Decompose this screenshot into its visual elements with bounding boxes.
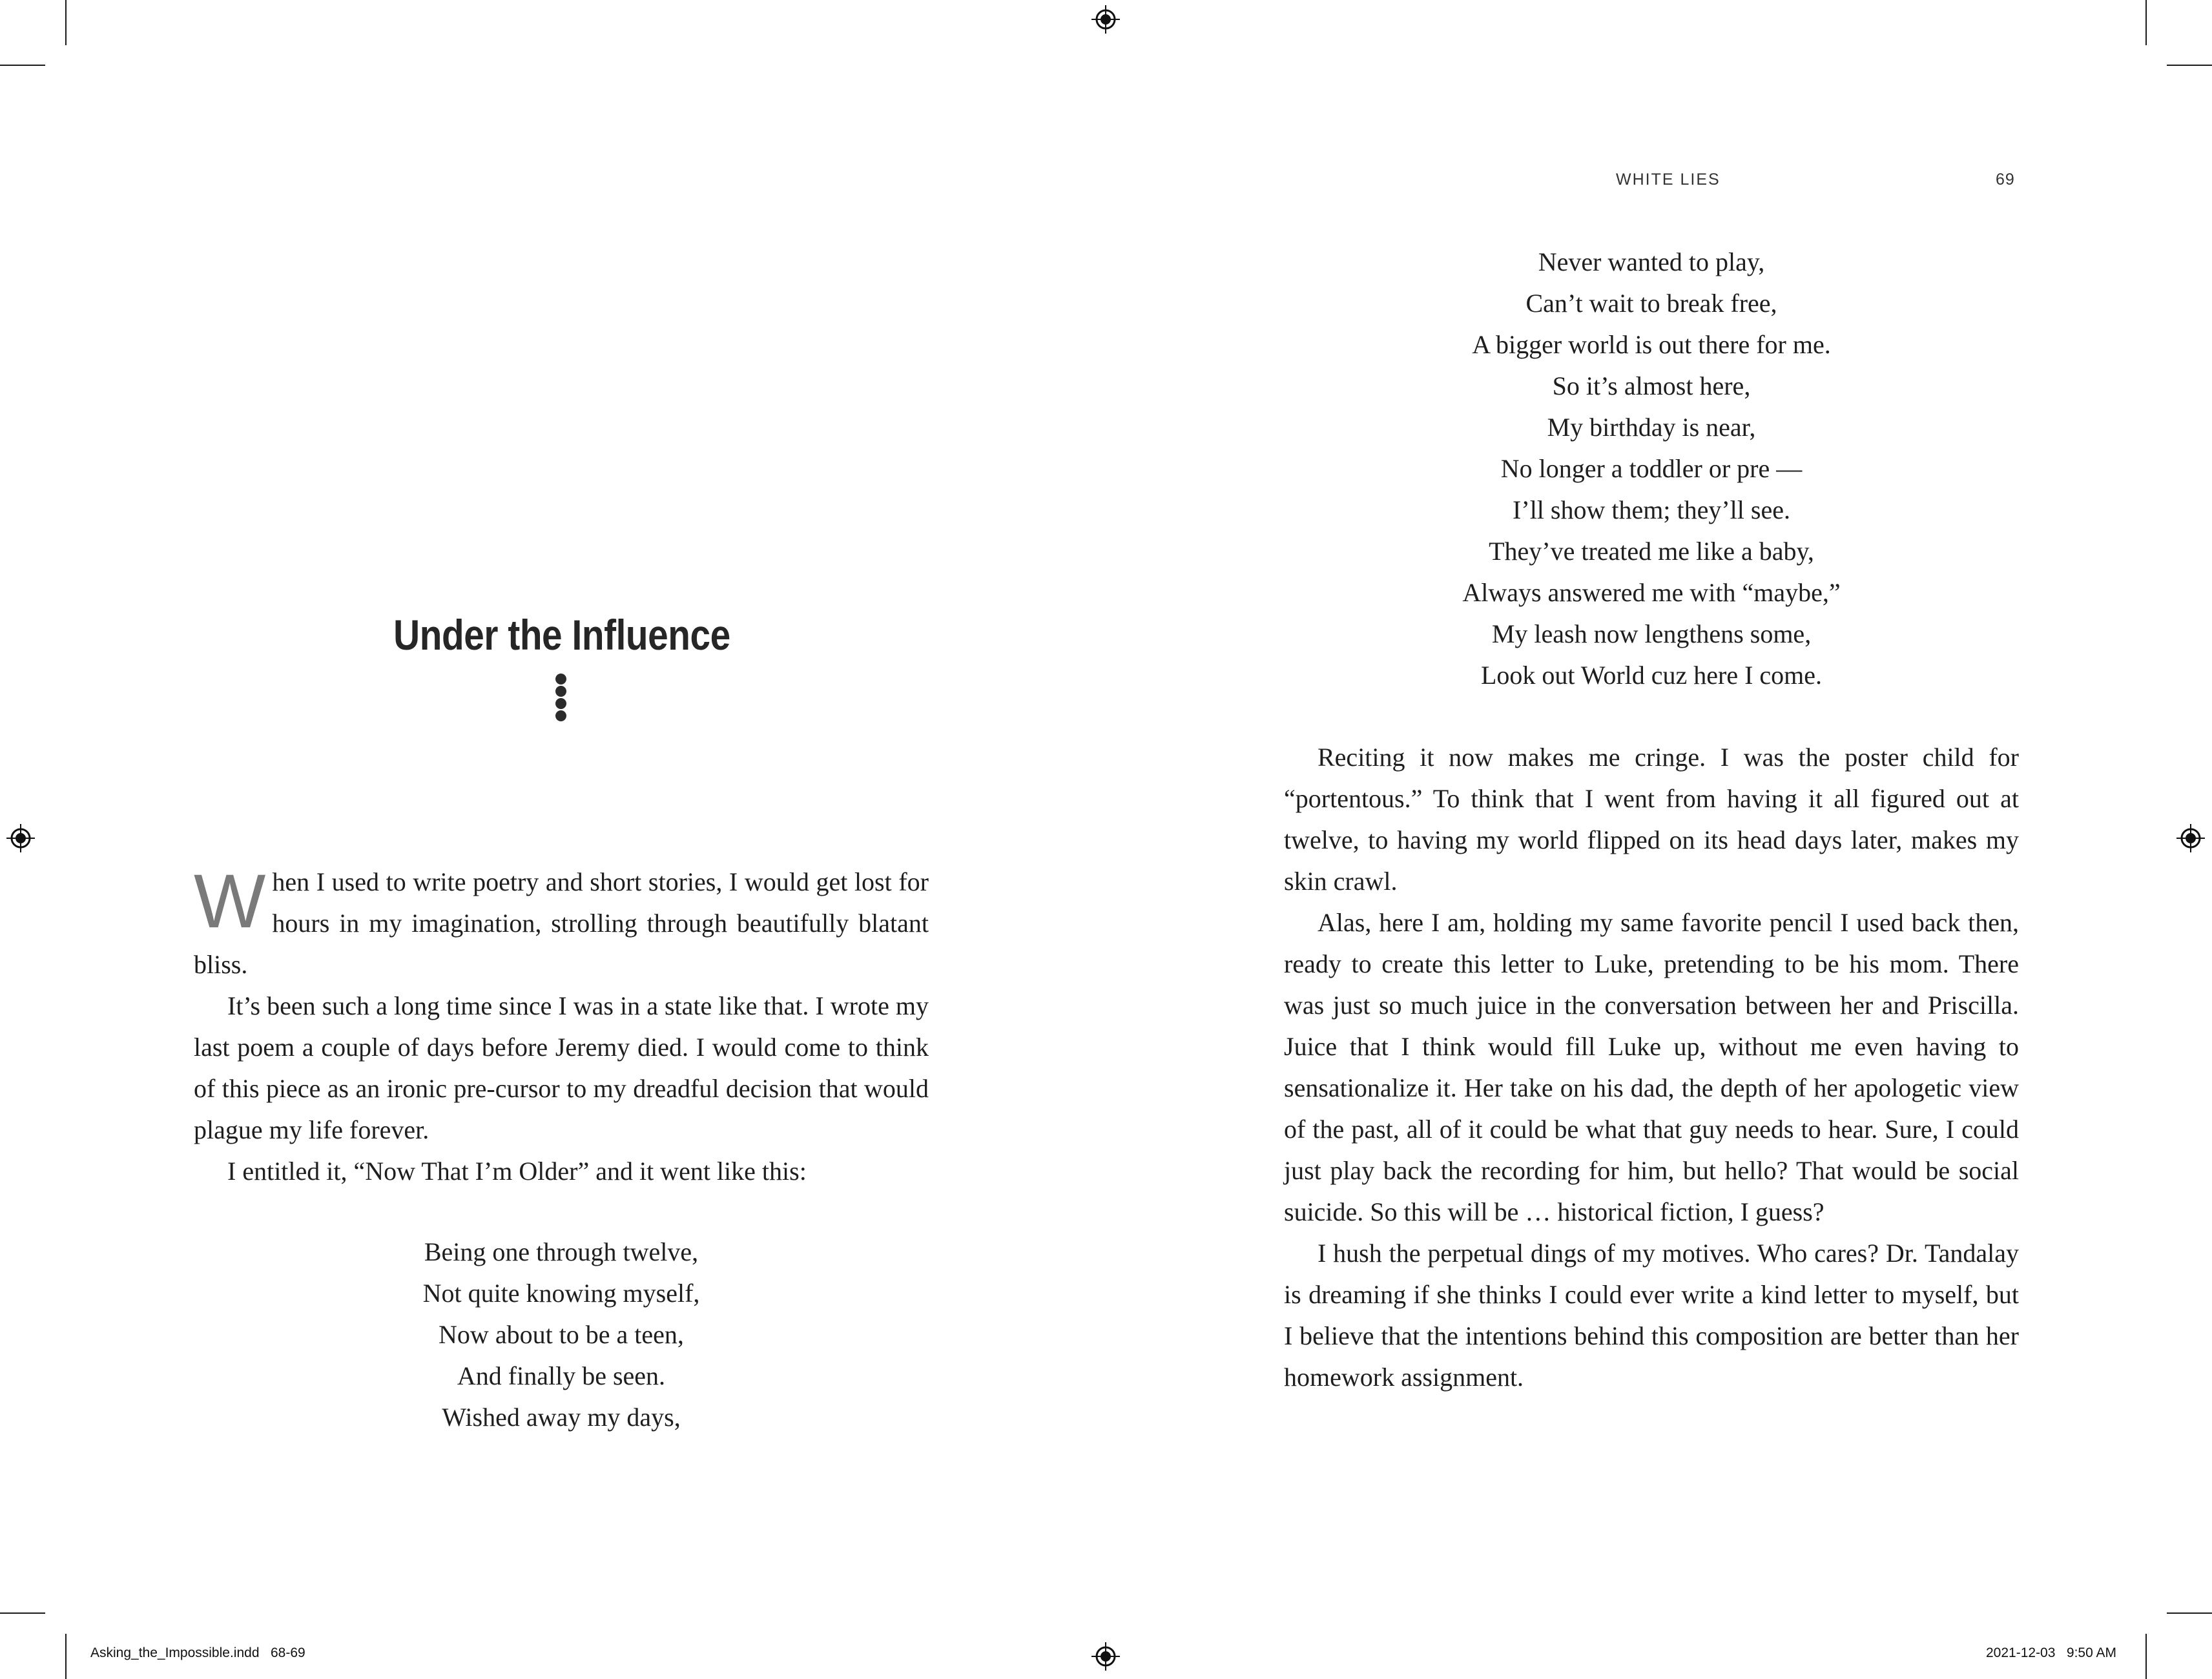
poem-line: No longer a toddler or pre —: [1500, 454, 1803, 483]
poem-line: So it’s almost here,: [1552, 371, 1751, 400]
crop-mark: [2167, 65, 2212, 66]
slug-timestamp: 2021-12-03 9:50 AM: [1986, 1645, 2116, 1660]
registration-mark-icon: [1091, 5, 1120, 34]
registration-mark-icon: [1091, 1642, 1120, 1671]
crop-mark: [65, 1634, 67, 1679]
poem-line: I’ll show them; they’ll see.: [1513, 495, 1790, 524]
drop-cap: W: [194, 859, 266, 944]
left-page-body: [194, 861, 929, 1192]
right-poem: [1284, 242, 2019, 696]
poem-line: Can’t wait to break free,: [1525, 289, 1777, 318]
poem-line: Now about to be a teen,: [439, 1320, 684, 1349]
crop-mark: [2145, 1634, 2147, 1679]
poem-line: A bigger world is out there for me.: [1472, 330, 1831, 359]
poem-line: My birthday is near,: [1547, 413, 1756, 442]
paragraph: I entitled it, “Now That I’m Older” and it went like this:: [227, 1157, 807, 1186]
chapter-title: Under the Influence: [393, 611, 730, 659]
crop-mark: [65, 0, 67, 45]
paragraph: Alas, here I am, holding my same favorite pencil I used back then, ready to create this letter to Luke, pretending to be his mom. There was just so much juice in the conversation between her and Priscilla. Juice that I think would fill Luke up, without me even having to sensationalize it. Her take on his dad, the depth of her apologetic view of the past, all of it could be what that guy needs to hear. Sure, I could just play back the recording for him, but hello? That would be social suicide. So this will be … historical fiction, I guess?: [1284, 908, 2019, 1226]
poem-line: Look out World cuz here I come.: [1480, 661, 1823, 690]
registration-mark-icon: [6, 824, 35, 852]
crop-mark: [2167, 1612, 2212, 1614]
running-head-title: WHITE LIES: [1616, 170, 1721, 189]
poem-line: Not quite knowing myself,: [422, 1279, 700, 1308]
registration-mark-icon: [2176, 824, 2205, 852]
poem-line: And finally be seen.: [457, 1361, 666, 1390]
page-number: 69: [1996, 170, 2015, 189]
poem-line: Wished away my days,: [442, 1403, 681, 1432]
slug-filename: Asking_the_Impossible.indd 68-69: [90, 1645, 305, 1660]
right-page-body: [1284, 737, 2019, 1398]
opening-paragraph: When I used to write poetry and short stories, I would get lost for hours in my imagination, strolling through beautifully blatant bliss.: [194, 859, 929, 979]
ornament-dots-icon: [554, 674, 567, 723]
left-poem: [194, 1231, 929, 1438]
poem-line: They’ve treated me like a baby,: [1489, 537, 1814, 566]
crop-mark: [0, 1612, 45, 1614]
paragraph: It’s been such a long time since I was in a state like that. I wrote my last poem a couple of days before Jeremy died. I would come to think of this piece as an ironic pre-cursor to my dreadful decision that would plague my life forever.: [194, 991, 929, 1144]
poem-line: Always answered me with “maybe,”: [1462, 578, 1841, 607]
poem-line: Never wanted to play,: [1538, 247, 1765, 276]
crop-mark: [2145, 0, 2147, 45]
poem-line: Being one through twelve,: [424, 1237, 699, 1266]
poem-line: My leash now lengthens some,: [1491, 619, 1812, 648]
crop-mark: [0, 65, 45, 66]
paragraph: I hush the perpetual dings of my motives. Who cares? Dr. Tandalay is dreaming if she thinks I could ever write a kind letter to myself, but I believe that the intentions behind this composition are better than her homework assignment.: [1284, 1239, 2019, 1392]
paragraph: Reciting it now makes me cringe. I was the poster child for “portentous.” To think that I went from having it all figured out at twelve, to having my world flipped on its head days later, makes my skin crawl.: [1284, 743, 2019, 896]
